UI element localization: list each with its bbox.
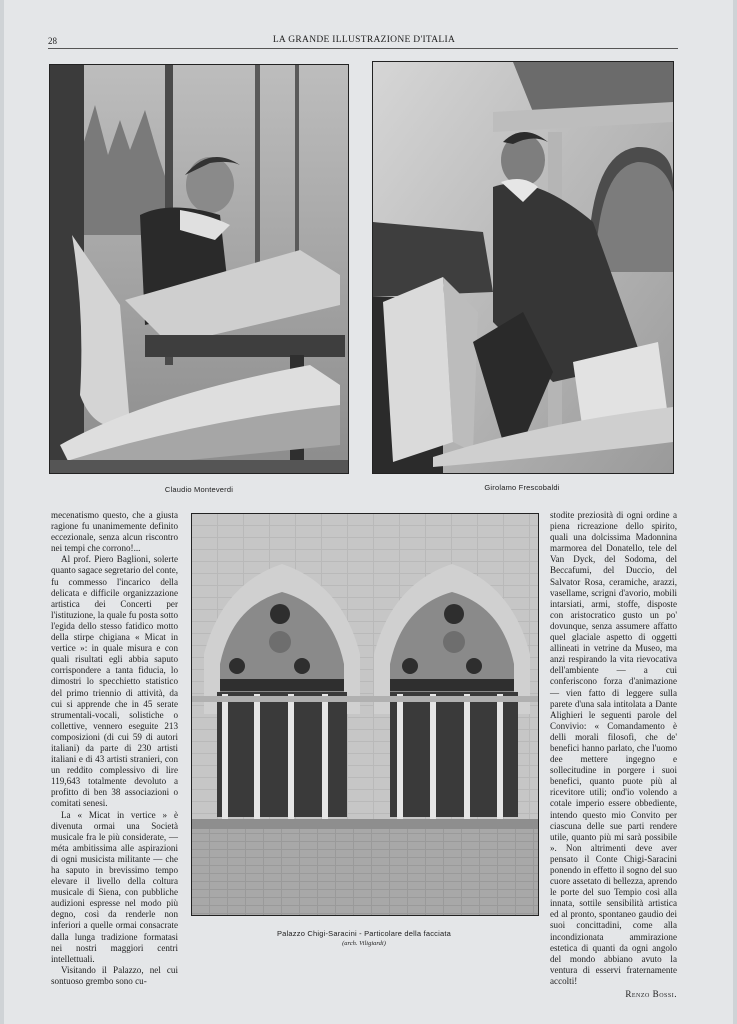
paragraph: Al prof. Piero Baglioni, solerte quanto sagace segretario del conte, fu commesso l'incarico della delicata e difficile organizzazione artistica dei Concerti per l'istituzione, la quale fu posta sotto l'egida dello stesso fatidico motto della stirpe chigiana « Micat in vertice »: in quale misura e con quali risultati egli abbia saputo corrispondere a tanta fiducia, lo dimostri lo specchietto statistico del primo triennio di attività, da cui si apprende che in 45 serate strumentali-vocali, solistiche o collettive, vennero eseguite 213 composizioni (di cui 59 di autori italiani) da parte di 230 artisti italiani e di 43 artisti stranieri, con un reddito complessivo di lire 119,643 totalmente devoluto a profitto di ben 38 associazioni o comitati senesi. <box>51 554 179 809</box>
photo-palazzo-facade <box>191 513 539 916</box>
paragraph: mecenatismo questo, che a giusta ragione fu unanimemente definito eccezionale, senza alcun riscontro nei tempi che corrono!... <box>51 510 178 554</box>
caption-palazzo: Palazzo Chigi-Saracini - Particolare della facciata <box>276 929 452 938</box>
paragraph: stodite preziosità di ogni ordine a piena ricreazione dello spirito, quali una dolcissima Madonnina marmorea del Donatello, tele del Van Dyck, del Sodoma, del Beccafumi, del Duccio, del Salvator Rosa, ceramiche, arazzi, vasellame, scrigni d'avorio, mobili intarsiati, armi, stoffe, disposte con aristocratico gusto un po' dovunque, senza assumere affatto quel glaciale aspetto di oggetti allineati in vetrine da Museo, ma anzi respirando la vita rievocativa dell'ambiente — a cui conferiscono forza d'animazione — vien fatto di leggere sulla parete d'una sala intitolata a Dante Alighieri le seguenti parole del Convivio: « Comandamento è delli morali filosofi, che de' benefici hanno parlato, che l'uomo dee mettere ingegno e sollecitudine in porgere i suoi benefici, quanto puote più al ricevitore utili; ond'io volendo a cotale imperio essere obbedientе, intendo questo mio Convito per ciascuna delle sue parti rendere utile, quanto più mi sarà possibile ». Non altrimenti deve aver pensato il Conte Chigi-Saracini ponendo in effetto il sogno del suo cuore assetato di bellezza, aprendo le porte del suo Tempio così alla innata, sottile sensibilità artistica ed al pronto, spontaneo gaudio dei suoi concittadini, come alla incondizionata ammirazione estetica di quanti da ogni angolo del mondo abbiano avuto la ventura di esservi fraternamente accolti! <box>550 510 677 986</box>
text-column-left <box>51 510 178 987</box>
photo-monteverdi <box>49 64 349 474</box>
caption-frescobaldi: Girolamo Frescobaldi <box>484 483 560 492</box>
page-number: 28 <box>48 36 57 46</box>
author-signature: Renzo Bossi. <box>625 989 677 1000</box>
text-column-right <box>550 510 677 1000</box>
header-rule <box>48 48 678 49</box>
magazine-page <box>4 0 733 1024</box>
photo-frescobaldi <box>372 61 674 474</box>
paragraph: Visitando il Palazzo, nel cui sontuoso grembo sono cu- <box>51 964 178 986</box>
running-title: LA GRANDE ILLUSTRAZIONE D'ITALIA <box>272 35 456 45</box>
caption-monteverdi: Claudio Monteverdi <box>164 485 234 494</box>
caption-palazzo-credit: (arch. Viligiardi) <box>342 940 386 947</box>
paragraph: La « Micat in vertice » è divenuta ormai una Società musicale fra le più considerate, — méta ambitissima alle aspirazioni di ogni musicista militante — che ha saputo in brevissimo tempo elevare il livello della coltura musicale di Siena, con pubbliche audizioni espresse nel modo più degno, così da renderle non inferiori a quelle ormai consacrate dalla lunga tradizione formatasi nei nostri maggiori centri intellettuali. <box>51 809 178 964</box>
